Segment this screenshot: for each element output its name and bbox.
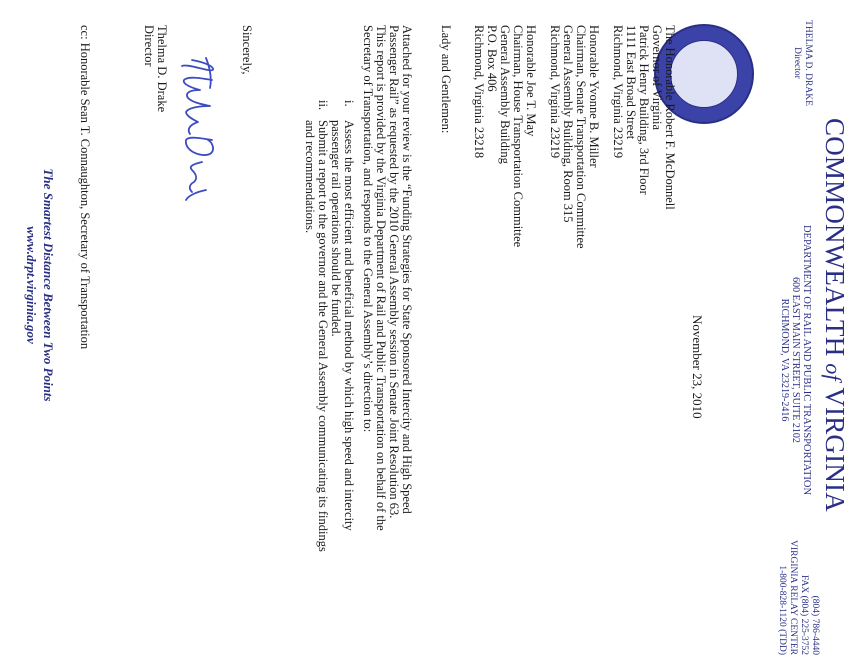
signer-title: Director (142, 25, 156, 67)
director-heading (791, 0, 813, 126)
cc-line: cc: Honorable Sean T. Connaughton, Secretary of Transportation (78, 25, 92, 350)
department-address (779, 200, 812, 520)
phone-number: (804) 786-4440 (810, 595, 820, 655)
directive-list: i.Assess the most efficient and beneficial method by which high speed and intercity passenger rail operations should be funded. ii.Submit a report to the governor and the General Assembly communicating its findings and recommendations. (303, 100, 356, 552)
signer-block (142, 25, 168, 112)
department-name: DEPARTMENT OF RAIL AND PUBLIC TRANSPORTATION (801, 224, 812, 496)
letterhead-title: COMMONWEALTH of VIRGINIA (820, 118, 850, 512)
fax-number: FAX (804) 225-3752 (799, 574, 809, 655)
recipient-address-house: Honorable Joe T. May Chairman, House Transportation Committee General Assembly Building P.O. Box 406 Richmond, Virginia 23218 (472, 25, 538, 248)
director-heading-name: THELMA D. DRAKE (803, 20, 813, 106)
handwritten-signature (166, 54, 222, 204)
recipient-address-governor: The Honorable Robert F. McDonnell Governor of Virginia Patrick Henry Building, 3rd Floor 1111 East Broad Street Richmond, Virginia 23219 (611, 25, 677, 210)
footer (23, 115, 57, 455)
closing: Sincerely, (240, 25, 254, 75)
department-city: RICHMOND, VA 23219-2416 (779, 298, 790, 422)
letter-date: November 23, 2010 (690, 315, 705, 419)
relay-center-number: 1-800-828-1120 (TDD) (777, 565, 787, 655)
director-heading-title: Director (792, 47, 802, 79)
department-street: 600 EAST MAIN STREET, SUITE 2102 (790, 277, 801, 443)
salutation: Lady and Gentlemen: (439, 25, 453, 134)
relay-center-label: VIRGINIA RELAY CENTER (788, 540, 798, 655)
footer-tagline: The Smartest Distance Between Two Points (41, 168, 56, 402)
footer-url: www.drpt.virginia.gov (24, 226, 39, 344)
list-item: i.Assess the most efficient and beneficial method by which high speed and intercity (342, 100, 356, 531)
contact-info (776, 505, 820, 655)
signer-name: Thelma D. Drake (155, 25, 169, 113)
body-paragraph: Attached for your review is the “Funding Strategies for State Sponsored Intercity and High Speed Passenger Rail” as requested by the 2010 General Assembly session in Senate Joint Resolution 63. This report is provided by the Virginia Department of Rail and Public Transportation on behalf of the Secretary of Transportation, and responds to the General Assembly’s direction to: (361, 25, 414, 531)
list-item: ii.Submit a report to the governor and the General Assembly communicating its findings (316, 100, 330, 552)
recipient-address-senate: Honorable Yvonne B. Miller Chairman, Senate Transportation Committee General Assembly Building, Room 315 Richmond, Virginia 23219 (548, 25, 601, 249)
